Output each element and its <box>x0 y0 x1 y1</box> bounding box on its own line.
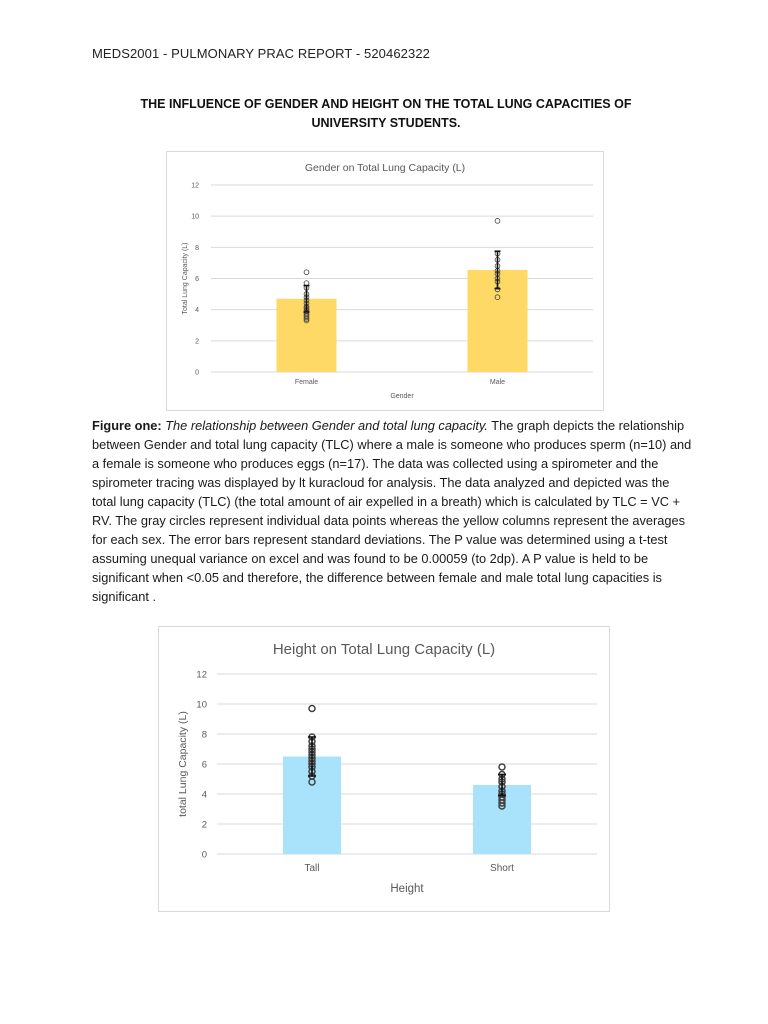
gender-chart-ylabel: Total Lung Capacity (L) <box>182 242 189 315</box>
gender-chart-ytick-label: 12 <box>191 182 199 190</box>
gender-chart-ytick-label: 4 <box>195 307 199 315</box>
caption-italic: The relationship between Gender and total lung capacity. <box>165 418 488 433</box>
height-chart-data-point <box>499 764 505 770</box>
gender-chart-category-label: Female <box>294 379 319 386</box>
height-chart <box>158 626 610 912</box>
height-chart-xlabel: Height <box>390 883 424 895</box>
gender-chart-ytick-label: 10 <box>191 213 199 221</box>
height-chart-ytick-label: 10 <box>196 699 207 711</box>
height-chart-ytick-label: 2 <box>201 819 207 831</box>
gender-chart-ytick-label: 6 <box>195 275 199 283</box>
gender-chart-xlabel: Gender <box>390 393 414 400</box>
height-chart-ytick-label: 4 <box>201 789 207 801</box>
figure-one-caption <box>92 416 692 606</box>
gender-chart-ytick-label: 2 <box>195 338 199 346</box>
height-chart-ytick-label: 6 <box>201 759 207 771</box>
height-chart-data-point <box>309 706 315 712</box>
caption-body: The graph depicts the relationship between Gender and total lung capacity (TLC) where a male is someone who produces sperm (n=10) and a female is someone who produces eggs (n=17). The data was collected using a spirometer and the spirometer tracing was displayed by lt kuracloud for analysis. The data analyzed and depicted was the total lung capacity (TLC) (the total amount of air expelled in a breath) which is calculated by TLC = VC + RV. The gray circles represent individual data points whereas the yellow columns represent the averages for each sex. The error bars represent standard deviations. The P value was determined using a t-test assuming unequal variance on excel and was found to be 0.00059 (to 2dp). A P value is held to be significant when <0.05 and therefore, the difference between female and male total lung capacities is significant . <box>92 418 692 604</box>
height-chart-ytick-label: 8 <box>201 729 207 741</box>
height-chart-svg <box>159 627 609 911</box>
document-title <box>100 95 672 133</box>
gender-chart-ytick-label: 0 <box>195 369 199 377</box>
gender-chart-title: Gender on Total Lung Capacity (L) <box>304 162 466 174</box>
gender-chart-data-point <box>495 218 500 223</box>
caption-label: Figure one: <box>92 418 162 433</box>
height-chart-ytick-label: 0 <box>201 849 207 861</box>
document-title-line-2: UNIVERSITY STUDENTS. <box>311 116 461 130</box>
gender-chart-data-point <box>304 270 309 275</box>
document-title-line-1: THE INFLUENCE OF GENDER AND HEIGHT ON THE TOTAL LUNG CAPACITIES OF <box>140 97 632 111</box>
gender-chart-svg <box>167 152 603 410</box>
height-chart-ytick-label: 12 <box>196 669 207 681</box>
height-chart-title: Height on Total Lung Capacity (L) <box>272 641 496 658</box>
gender-chart-category-label: Male <box>489 379 506 386</box>
gender-chart-ytick-label: 8 <box>195 244 199 252</box>
report-header: MEDS2001 - PULMONARY PRAC REPORT - 520462322 <box>92 46 430 61</box>
height-chart-category-label: Tall <box>304 863 320 874</box>
height-chart-category-label: Short <box>490 863 514 874</box>
height-chart-ylabel: total Lung Capacity (L) <box>177 711 189 817</box>
gender-chart <box>166 151 604 411</box>
